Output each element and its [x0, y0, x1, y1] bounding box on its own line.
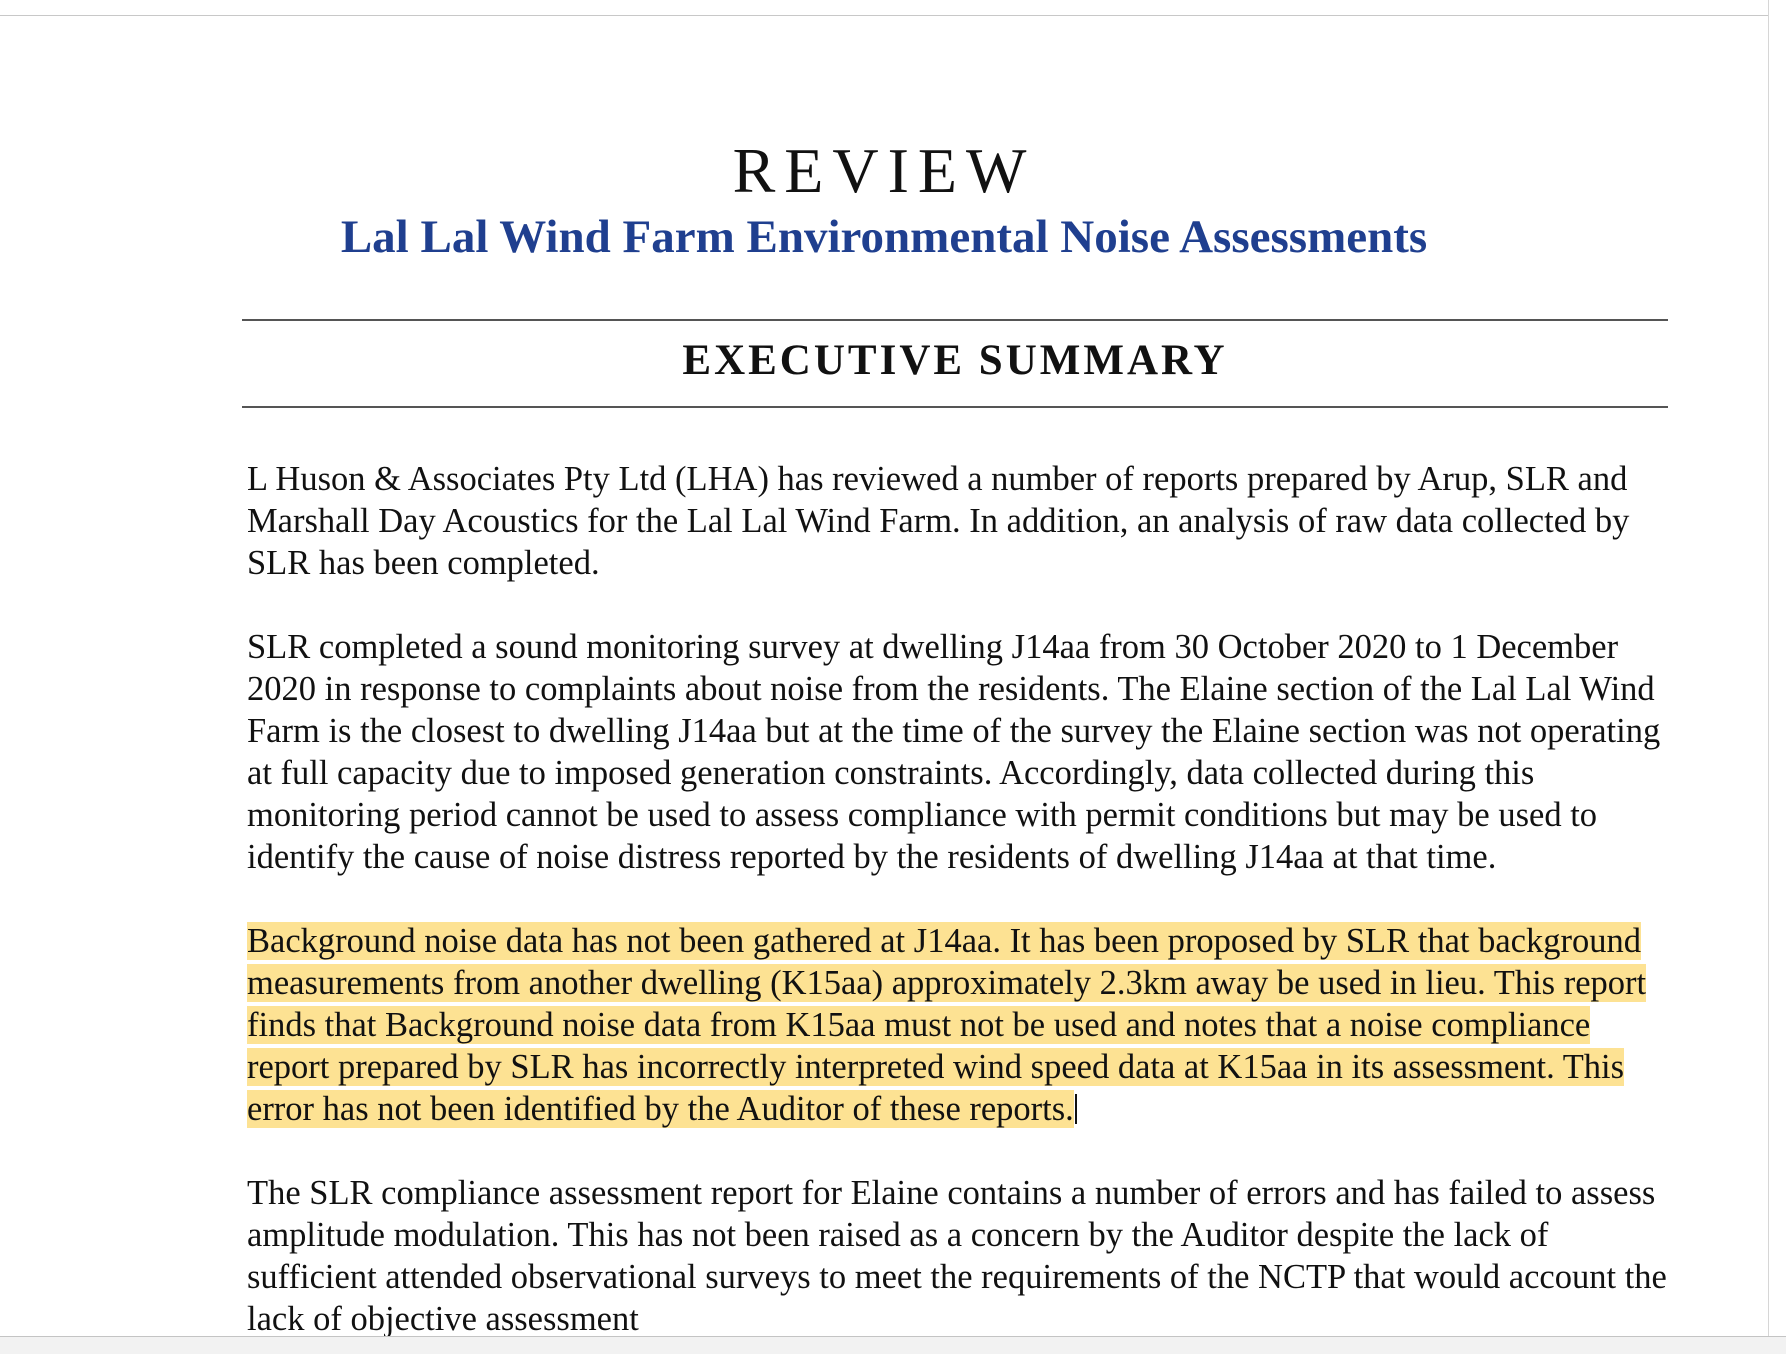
vertical-scrollbar[interactable]	[1768, 0, 1786, 1353]
text-cursor	[1075, 1094, 1077, 1124]
paragraph-4[interactable]	[247, 1172, 1677, 1336]
heading-rule-bottom	[242, 406, 1668, 408]
document-body[interactable]	[247, 458, 1677, 1336]
document-page[interactable]	[0, 16, 1768, 1336]
heading-rule-top	[242, 319, 1668, 321]
paragraph-2[interactable]	[247, 626, 1677, 878]
horizontal-scrollbar[interactable]	[0, 1336, 1786, 1354]
document-title: REVIEW	[732, 135, 1036, 206]
paragraph-text: SLR completed a sound monitoring survey at dwelling J14aa from 30 October 2020 to 1 December 2020 in response to complaints about noise from the residents. The Elaine section of the Lal Lal Wind Farm is the closest to dwelling J14aa but at the time of the survey the Elaine section was not operating at full capacity due to imposed generation constraints. Accordingly, data collected during this monitoring period cannot be used to assess compliance with permit conditions but may be used to identify the cause of noise distress reported by the residents of dwelling J14aa at that time.	[247, 628, 1661, 876]
paragraph-1[interactable]	[247, 458, 1677, 584]
highlighted-text: Background noise data has not been gathered at J14aa. It has been proposed by SLR that background measurements from another dwelling (K15aa) approximately 2.3km away be used in lieu. This report finds that Background noise data from K15aa must not be used and notes that a noise compliance report prepared by SLR has incorrectly interpreted wind speed data at K15aa in its assessment. This error has not been identified by the Auditor of these reports.	[247, 922, 1647, 1128]
document-subtitle: Lal Lal Wind Farm Environmental Noise Assessments	[340, 211, 1428, 263]
section-heading: EXECUTIVE SUMMARY	[682, 337, 1228, 384]
paragraph-text: The SLR compliance assessment report for Elaine contains a number of errors and has failed to assess amplitude modulation. This has not been raised as a concern by the Auditor despite the lack of sufficient attended observational surveys to meet the requirements of the NCTP that would account the lack of objective assessment	[247, 1174, 1667, 1336]
paragraph-3-highlighted[interactable]	[247, 920, 1677, 1130]
paragraph-text: L Huson & Associates Pty Ltd (LHA) has reviewed a number of reports prepared by Arup, SLR and Marshall Day Acoustics for the Lal Lal Wind Farm. In addition, an analysis of raw data collected by SLR has been completed.	[247, 460, 1630, 582]
